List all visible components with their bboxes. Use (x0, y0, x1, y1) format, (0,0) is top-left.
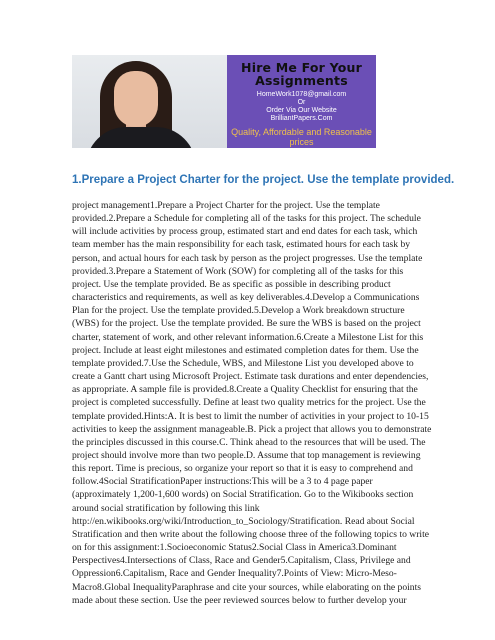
document-body: project management1.Prepare a Project Charter for the project. Use the template provided.2.Prepare a Schedule for completing all of the tasks for this project. The schedule will include activities by process group, estimated start and end dates for each task, which team member has the main responsibility for each task, estimated hours for each task by person, and actual hours for each task by person as the project progresses. Use the template provided.3.Prepare a Statement of Work (SOW) for completing all of the tasks for this project. Use the template provided. Be as specific as possible in describing product characteristics and requirements, as well as key deliverables.4.Develop a Communications Plan for the project. Use the template provided.5.Develop a Work breakdown structure (WBS) for the project. Use the template provided. Be sure the WBS is based on the project charter, statement of work, and other relevant information.6.Create a Milestone List for this project. Include at least eight milestones and estimated completion dates for them. Use the template provided.7.Use the Schedule, WBS, and Milestone List you developed above to create a Gantt chart using Microsoft Project. Estimate task durations and enter dependencies, as appropriate. A sample file is provided.8.Create a Quality Checklist for ensuring that the project is completed successfully. Define at least two quality metrics for the project. Use the template provided.Hints:A. It is best to limit the number of activities in your project to 10-15 activities to keep the assignment manageable.B. Pick a project that allows you to demonstrate the principles discussed in this course.C. Think ahead to the resources that will be used. The project should involve more than two people.D. Assume that top management is reviewing this report. Time is precious, so organize your report so that it is easy to comprehend and follow.4Social StratificationPaper instructions:This will be a 3 to 4 page paper (approximately 1,200-1,600 words) on Social Stratification. Go to the Wikibooks section around social stratification by following this link http://en.wikibooks.org/wiki/Introduction_to_Sociology/Stratification. Read about Social Stratification and then write about the following choose three of the following topics to write on for this assignment:1.Socioeconomic Status2.Social Class in America3.Dominant Perspectives4.Intersections of Class, Race and Gender5.Capitalism, Class, Privilege and Oppression6.Capitalism, Race and Gender Inequality7.Points of View: Micro-Meso-Macro8.Global InequalityParaphrase and cite your sources, while elaborating on the points made about these section. Use the peer reviewed sources below to further develop your (72, 200, 432, 606)
promo-order-line: Order Via Our Website (266, 107, 337, 114)
promo-website: BrilliantPapers.Com (270, 115, 333, 122)
promo-panel (227, 55, 376, 148)
promo-tagline: Quality, Affordable and Reasonable prices (231, 127, 372, 147)
advertisement-banner (72, 55, 376, 148)
document-heading: 1.Prepare a Project Charter for the project. Use the template provided. (72, 174, 455, 186)
advertisement-photo (72, 55, 227, 148)
promo-or: Or (297, 99, 306, 106)
promo-email: HomeWork1078@gmail.com (256, 91, 347, 98)
promo-title: Hire Me For Your Assignments (241, 60, 362, 88)
